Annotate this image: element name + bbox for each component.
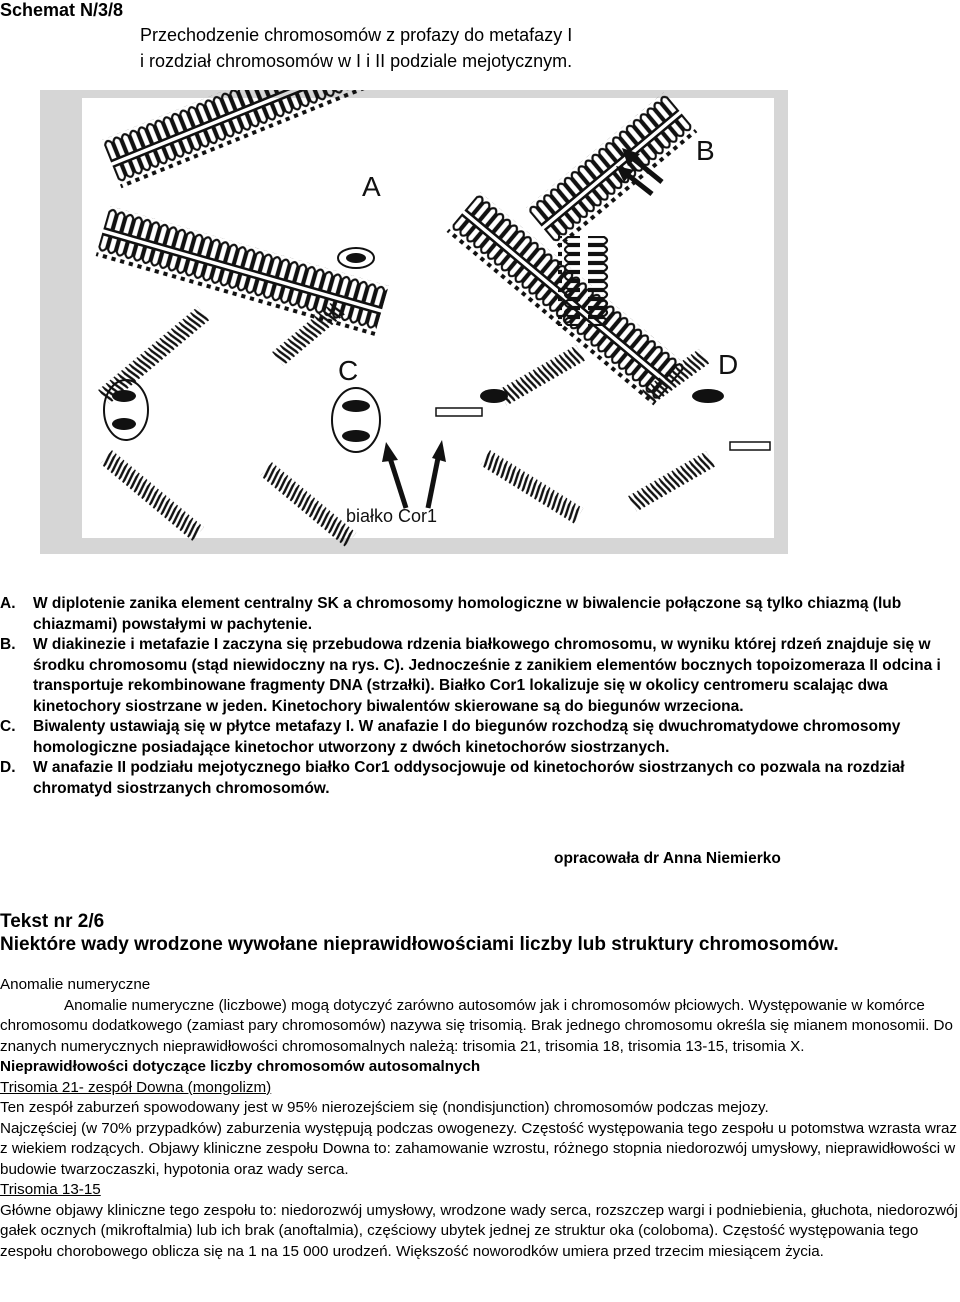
cor1-caption: białko Cor1	[346, 506, 438, 526]
note-c	[0, 717, 950, 758]
note-text: W diplotenie zanika element centralny SK a chromosomy homologiczne w biwalencie połączone są tylko chiazmą (lub chiazmami) powstałymi w pachytenie.	[33, 595, 902, 633]
note-b	[0, 635, 950, 717]
note-letter: A.	[0, 595, 16, 612]
figure-title-line-2: i rozdział chromosomów w I i II podziale mejotycznym.	[140, 51, 573, 71]
subsection-heading: Trisomia 13-15	[0, 1181, 101, 1198]
paragraph: Najczęściej (w 70% przypadków) zaburzenia występują podczas owogenezy. Częstość występowania tego zespołu u potomstwa wzrasta wraz z wiekiem rodzących. Objawy kliniczne zespołu Downa to: zahamowanie wzrostu, różnego stopnia niedorozwój umysłowy, nieprawidłowości w budowie twarzoczaszki, hypotonia oraz wady serca.	[0, 1119, 957, 1178]
paragraph: Ten zespół zaburzeń spowodowany jest w 95% nierozejściem się (nondisjunction) chromosomów podczas mejozy.	[0, 1099, 769, 1116]
chromosome-figure	[40, 90, 788, 554]
section-heading: Nieprawidłowości dotyczące liczby chromosomów autosomalnych	[0, 1058, 481, 1075]
note-letter: D.	[0, 759, 16, 776]
text-body	[0, 975, 958, 1262]
chromosome-diagram	[40, 90, 788, 554]
note-letter: C.	[0, 718, 16, 735]
paragraph: Anomalie numeryczne (liczbowe) mogą dotyczyć zarówno autosomów jak i chromosomów płciowych. Występowanie w komórce chromosomu dodatkowego (zamiast pary chromosomów) nazywa się trisomią. Brak jednego chromosomu określa się mianem monosomii. Do znanych numerycznych nieprawidłowości chromosomalnych należą: trisomia 21, trisomia 18, trisomia 13-15, trisomia X.	[0, 996, 953, 1055]
author: opracowała dr Anna Niemierko	[554, 850, 781, 867]
note-a	[0, 594, 950, 635]
label-d: D	[718, 349, 739, 380]
subsection-heading: Trisomia 21- zespół Downa (mongolizm)	[0, 1078, 272, 1096]
label-c: C	[338, 355, 359, 386]
text-title: Niektóre wady wrodzone wywołane nieprawidłowościami liczby lub struktury chromosomów.	[0, 934, 839, 955]
label-b: B	[696, 135, 715, 166]
figure-notes	[0, 594, 950, 799]
section-heading: Anomalie numeryczne	[0, 976, 151, 993]
figure-title-line-1: Przechodzenie chromosomów z profazy do metafazy I	[140, 25, 573, 45]
note-text: W diakinezie i metafazie I zaczyna się przebudowa rdzenia białkowego chromosomu, w wyniku której rdzeń znajduje się w środku chromosomu (stąd niewidoczny na rys. C). Jednocześnie z zanikiem elementów bocznych topoizomeraza II odcina i transportuje rekombinowane fragmenty DNA (strzałki). Białko Cor1 lokalizuje się w okolicy centromeru scalając dwa kinetochory siostrzane w jeden. Kinetochory biwalentów skierowane są do biegunów wrzeciona.	[33, 636, 941, 715]
note-letter: B.	[0, 636, 16, 653]
text-number: Tekst nr 2/6	[0, 911, 105, 932]
schema-id: Schemat N/3/8	[0, 0, 124, 20]
figure-title	[140, 22, 572, 74]
note-text: Biwalenty ustawiają się w płytce metafazy I. W anafazie I do biegunów rozchodzą się dwuchromatydowe chromosomy homologiczne posiadające kinetochor utworzony z dwóch kinetochorów siostrzanych.	[33, 718, 901, 756]
paragraph: Główne objawy kliniczne tego zespołu to: niedorozwój umysłowy, wrodzone wady serca, rozszczep wargi i podniebienia, głuchota, niedorozwój gałek ocznych (mikroftalmia) lub ich brak (anoftalmia), częściowy ubytek jednej ze struktur oka (coloboma). Częstość występowania tego zespołu chorobowego oblicza się na 1 na 15 000 urodzeń. Większość noworodków umiera przed trzecim miesiącem życia.	[0, 1201, 958, 1260]
label-a: A	[362, 171, 381, 202]
note-d	[0, 758, 950, 799]
note-text: W anafazie II podziału mejotycznego białko Cor1 oddysocjowuje od kinetochorów siostrzanych co pozwala na rozdział chromatyd siostrzanych chromosomów.	[33, 759, 905, 797]
